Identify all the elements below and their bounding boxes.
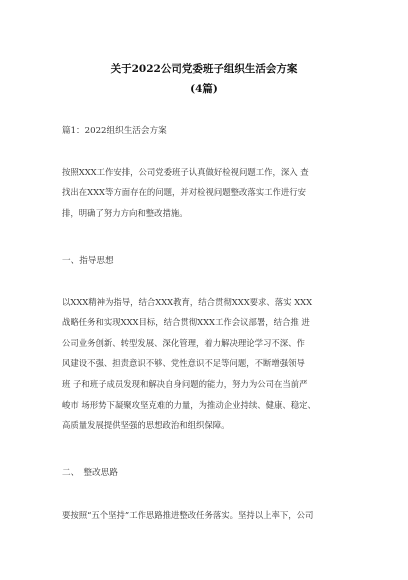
section-2-line: 要按照“五个坚持”工作思路推进整改任务落实。坚持以上率下，公司 (62, 510, 314, 520)
section-1-line: 以XXX精神为指导，结合XXX教育，结合贯彻XXX要求、落实 XXX (62, 297, 313, 307)
intro-line: 排，明确了努力方向和整改措施。 (62, 208, 188, 218)
section-1-line: 峻市 场形势下凝聚攻坚克难的力量，为推动企业持续、健康、稳定、 (62, 400, 316, 410)
intro-line: 找出在XXX等方面存在的问题，并对检视问题整改落实工作进行安 (62, 187, 307, 197)
section-heading-1: 一、指导思想 (62, 256, 114, 266)
intro-line: 按照XXX工作安排，公司党委班子认真做好检视问题工作，深入 查 (62, 167, 309, 177)
document-title: 关于2022公司党委班子组织生活会方案 (110, 63, 298, 75)
section-1-line: 风建设不强、担责意识不够、党性意识不足等问题，不断增强领导 (62, 358, 305, 368)
section-1-line: 高质量发展提供坚强的思想政治和组织保障。 (62, 420, 230, 430)
section-heading-2: 二、 整改思路 (62, 468, 118, 478)
section-1-line: 战略任务和实现XXX目标，结合贯彻XXX工作会议部署，结合推 进 (62, 317, 310, 327)
section-1-line: 班 子和班子成员发现和解决自身问题的能力，努力为公司在当前严 (62, 379, 308, 389)
article-label: 篇1：2022组织生活会方案 (62, 126, 167, 136)
document-subtitle: (4篇) (190, 83, 218, 95)
section-1-line: 公司业务创新、转型发展、深化管理，着力解决理论学习不深、作 (62, 338, 305, 348)
